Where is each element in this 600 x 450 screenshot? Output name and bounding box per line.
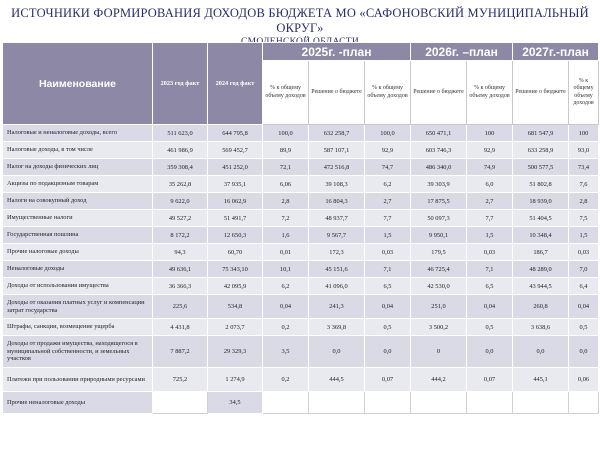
- cell-f23: 7 887,2: [153, 336, 208, 368]
- cell-d27: [513, 392, 569, 414]
- header-year-2025: 2025г. -план: [263, 43, 411, 61]
- cell-f24: 75 343,10: [208, 261, 263, 278]
- cell-d25: 9 567,7: [309, 227, 365, 244]
- cell-d25: 587 107,1: [309, 142, 365, 159]
- header-fact-2024: 2024 год факт: [208, 43, 263, 125]
- row-name: Платежи при пользовании природными ресурсами: [3, 368, 153, 392]
- cell-p24: 72,1: [263, 159, 309, 176]
- header-name: Наименование: [3, 43, 153, 125]
- cell-d25: 444,5: [309, 368, 365, 392]
- cell-p26: [467, 392, 513, 414]
- cell-f23: 36 366,3: [153, 278, 208, 295]
- cell-d25: 3 369,8: [309, 319, 365, 336]
- cell-f23: 49 527,2: [153, 210, 208, 227]
- cell-p25: 7,1: [365, 261, 411, 278]
- header-decision-2026: Решение о бюджете: [411, 61, 467, 125]
- cell-d25: 41 096,0: [309, 278, 365, 295]
- cell-p27: 0,03: [569, 244, 599, 261]
- table-row: [3, 295, 599, 319]
- cell-p25: 0,0: [365, 336, 411, 368]
- cell-d25: [309, 392, 365, 414]
- cell-d25: 632 258,7: [309, 125, 365, 142]
- cell-f23: 49 636,1: [153, 261, 208, 278]
- cell-p27: [569, 392, 599, 414]
- cell-p24: 7,2: [263, 210, 309, 227]
- header-decision-2027: Решение о бюджете: [513, 61, 569, 125]
- cell-d27: 186,7: [513, 244, 569, 261]
- cell-p24: 0,01: [263, 244, 309, 261]
- cell-f24: 16 062,9: [208, 193, 263, 210]
- title-line-1: ИСТОЧНИКИ ФОРМИРОВАНИЯ ДОХОДОВ БЮДЖЕТА МО «САФОНОВСКИЙ МУНИЦИПАЛЬНЫЙ ОКРУГ»: [11, 6, 589, 35]
- cell-p24: 2,8: [263, 193, 309, 210]
- row-name: Налоги на совокупный доход: [3, 193, 153, 210]
- cell-p25: 6,5: [365, 278, 411, 295]
- row-name: Налоговые доходы, в том числе: [3, 142, 153, 159]
- cell-f24: 37 935,1: [208, 176, 263, 193]
- header-fact-2023: 2023 год факт: [153, 43, 208, 125]
- cell-p24: 0,2: [263, 319, 309, 336]
- cell-d27: 10 348,4: [513, 227, 569, 244]
- cell-p24: 0,2: [263, 368, 309, 392]
- cell-d26: [411, 392, 467, 414]
- row-name: Государственная пошлина: [3, 227, 153, 244]
- cell-p25: 0,03: [365, 244, 411, 261]
- cell-d25: 241,3: [309, 295, 365, 319]
- cell-f24: 12 650,3: [208, 227, 263, 244]
- cell-p26: 0,07: [467, 368, 513, 392]
- cell-p27: 7,0: [569, 261, 599, 278]
- table-row: [3, 159, 599, 176]
- cell-d26: 9 950,1: [411, 227, 467, 244]
- cell-p26: 6,0: [467, 176, 513, 193]
- cell-d27: 500 577,5: [513, 159, 569, 176]
- row-name: Налоговые и неналоговые доходы, всего: [3, 125, 153, 142]
- cell-p25: 92,9: [365, 142, 411, 159]
- cell-f23: 461 986,9: [153, 142, 208, 159]
- cell-f23: 35 262,8: [153, 176, 208, 193]
- row-name: Штрафы, санкции, возмещение ущерба: [3, 319, 153, 336]
- cell-d25: 472 516,8: [309, 159, 365, 176]
- header-pct-2025: % к общему объему доходов: [365, 61, 411, 125]
- header-pct-2027: % к общему объему доходов: [569, 61, 599, 125]
- row-name: Акцизы по подакцизным товарам: [3, 176, 153, 193]
- cell-p27: 0,04: [569, 295, 599, 319]
- cell-p27: 73,4: [569, 159, 599, 176]
- cell-p25: 6,2: [365, 176, 411, 193]
- cell-p26: 0,0: [467, 336, 513, 368]
- cell-d26: 444,2: [411, 368, 467, 392]
- cell-f24: 42 095,9: [208, 278, 263, 295]
- cell-p26: 0,04: [467, 295, 513, 319]
- cell-p24: 89,9: [263, 142, 309, 159]
- cell-d25: 45 151,6: [309, 261, 365, 278]
- table-row: [3, 319, 599, 336]
- cell-d27: 3 638,6: [513, 319, 569, 336]
- cell-f24: 60,70: [208, 244, 263, 261]
- cell-f24: 644 795,8: [208, 125, 263, 142]
- row-name: Неналоговые доходы: [3, 261, 153, 278]
- cell-p27: 6,4: [569, 278, 599, 295]
- row-name: Прочие неналоговые доходы: [3, 392, 153, 414]
- cell-p27: 0,0: [569, 336, 599, 368]
- cell-p26: 100: [467, 125, 513, 142]
- cell-p25: 74,7: [365, 159, 411, 176]
- cell-p26: 1,5: [467, 227, 513, 244]
- table-row: [3, 392, 599, 414]
- table-header: [3, 43, 599, 125]
- cell-d27: 681 547,9: [513, 125, 569, 142]
- cell-f24: 34,5: [208, 392, 263, 414]
- cell-d26: 46 725,4: [411, 261, 467, 278]
- cell-p26: 0,5: [467, 319, 513, 336]
- cell-d27: 0,0: [513, 336, 569, 368]
- cell-d27: 633 258,9: [513, 142, 569, 159]
- cell-d26: 39 303,9: [411, 176, 467, 193]
- cell-p26: 6,5: [467, 278, 513, 295]
- cell-p24: 3,5: [263, 336, 309, 368]
- cell-d26: 650 471,1: [411, 125, 467, 142]
- cell-p27: 7,5: [569, 210, 599, 227]
- cell-d27: 48 289,0: [513, 261, 569, 278]
- row-name: Прочие налоговые доходы: [3, 244, 153, 261]
- cell-p27: 0,5: [569, 319, 599, 336]
- table-row: [3, 336, 599, 368]
- cell-d27: 260,8: [513, 295, 569, 319]
- cell-f23: 8 172,2: [153, 227, 208, 244]
- cell-d25: 48 937,7: [309, 210, 365, 227]
- cell-f23: 225,6: [153, 295, 208, 319]
- cell-f23: 511 623,0: [153, 125, 208, 142]
- cell-p27: 100: [569, 125, 599, 142]
- cell-p24: 6,06: [263, 176, 309, 193]
- cell-p26: 2,7: [467, 193, 513, 210]
- table-row: [3, 368, 599, 392]
- cell-d26: 486 340,0: [411, 159, 467, 176]
- header-pct-2024: % к общему объему доходов: [263, 61, 309, 125]
- row-name: Налог на доходы физических лиц: [3, 159, 153, 176]
- row-name: Доходы от оказания платных услуг и компенсации затрат государства: [3, 295, 153, 319]
- header-year-2026: 2026г. –план: [411, 43, 513, 61]
- cell-f24: 51 491,7: [208, 210, 263, 227]
- cell-p25: 100,0: [365, 125, 411, 142]
- header-year-2027: 2027г.-план: [513, 43, 599, 61]
- table-row: [3, 278, 599, 295]
- cell-p24: 0,04: [263, 295, 309, 319]
- cell-f24: 451 252,0: [208, 159, 263, 176]
- cell-p24: 10,1: [263, 261, 309, 278]
- cell-p27: 93,0: [569, 142, 599, 159]
- cell-d26: 50 097,3: [411, 210, 467, 227]
- header-pct-2026: % к общему объему доходов: [467, 61, 513, 125]
- cell-d27: 51 802,8: [513, 176, 569, 193]
- table-row: [3, 193, 599, 210]
- table-body: [3, 125, 599, 414]
- cell-d26: 17 875,5: [411, 193, 467, 210]
- cell-f24: 1 274,9: [208, 368, 263, 392]
- table-row: [3, 244, 599, 261]
- table-row: [3, 142, 599, 159]
- row-name: Доходы от использования имущества: [3, 278, 153, 295]
- cell-d26: 0: [411, 336, 467, 368]
- cell-d26: 603 746,3: [411, 142, 467, 159]
- cell-f23: 359 308,4: [153, 159, 208, 176]
- cell-p25: 1,5: [365, 227, 411, 244]
- cell-d27: 18 939,0: [513, 193, 569, 210]
- cell-f24: 534,8: [208, 295, 263, 319]
- cell-p25: 2,7: [365, 193, 411, 210]
- cell-p27: 1,5: [569, 227, 599, 244]
- cell-f24: 569 452,7: [208, 142, 263, 159]
- revenue-table-container: [2, 42, 598, 414]
- cell-d25: 16 804,3: [309, 193, 365, 210]
- cell-f24: 2 073,7: [208, 319, 263, 336]
- cell-d27: 445,1: [513, 368, 569, 392]
- cell-p25: [365, 392, 411, 414]
- cell-p24: 1,6: [263, 227, 309, 244]
- table-row: [3, 125, 599, 142]
- revenue-table: [2, 42, 599, 414]
- cell-d25: 0,0: [309, 336, 365, 368]
- cell-d27: 51 404,5: [513, 210, 569, 227]
- cell-p25: 7,7: [365, 210, 411, 227]
- table-row: [3, 210, 599, 227]
- cell-f23: 4 431,8: [153, 319, 208, 336]
- cell-p24: 100,0: [263, 125, 309, 142]
- cell-p27: 0,06: [569, 368, 599, 392]
- cell-p26: 7,7: [467, 210, 513, 227]
- cell-p27: 7,6: [569, 176, 599, 193]
- cell-d25: 172,3: [309, 244, 365, 261]
- cell-p27: 2,8: [569, 193, 599, 210]
- row-name: Доходы от продажи имущества, находящегося в муниципальной собственности, и земельных участков: [3, 336, 153, 368]
- cell-f23: 9 622,0: [153, 193, 208, 210]
- cell-f23: 725,2: [153, 368, 208, 392]
- cell-p26: 74,9: [467, 159, 513, 176]
- cell-d25: 39 108,3: [309, 176, 365, 193]
- cell-p24: [263, 392, 309, 414]
- row-name: Имущественные налоги: [3, 210, 153, 227]
- cell-p26: 92,9: [467, 142, 513, 159]
- table-row: [3, 227, 599, 244]
- cell-f24: 29 329,3: [208, 336, 263, 368]
- cell-f23: 94,3: [153, 244, 208, 261]
- cell-p25: 0,5: [365, 319, 411, 336]
- cell-p26: 7,1: [467, 261, 513, 278]
- cell-f23: [153, 392, 208, 414]
- table-row: [3, 176, 599, 193]
- cell-d26: 42 530,0: [411, 278, 467, 295]
- header-decision-2025: Решение о бюджете: [309, 61, 365, 125]
- table-row: [3, 261, 599, 278]
- cell-p25: 0,04: [365, 295, 411, 319]
- cell-p25: 0,07: [365, 368, 411, 392]
- cell-d26: 3 500,2: [411, 319, 467, 336]
- cell-d26: 179,5: [411, 244, 467, 261]
- cell-d26: 251,0: [411, 295, 467, 319]
- cell-p26: 0,03: [467, 244, 513, 261]
- cell-d27: 43 944,5: [513, 278, 569, 295]
- cell-p24: 6,2: [263, 278, 309, 295]
